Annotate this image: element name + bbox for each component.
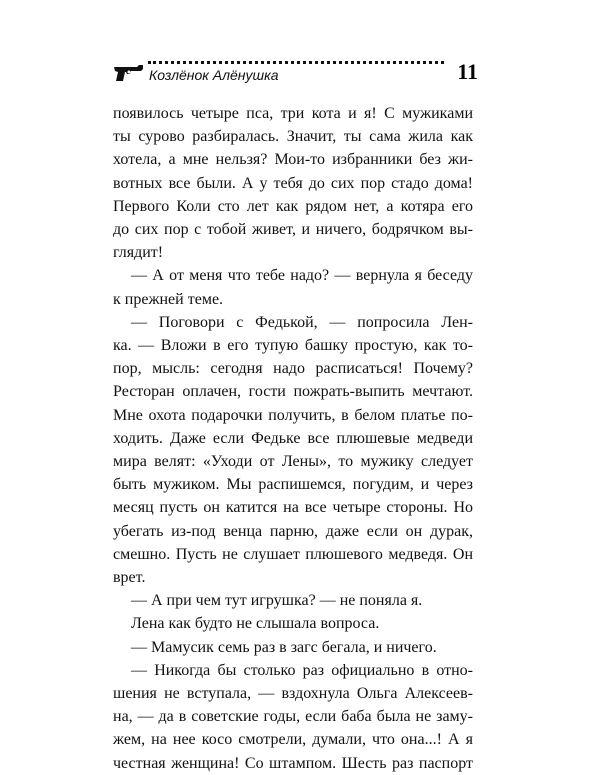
text-line: — Поговори с Федькой, — попросила Лен-	[131, 313, 473, 331]
text-line: на, — да в советские годы, если баба была не заму-	[113, 708, 473, 726]
text-line: жем, на нее косо смотрели, думали, что она...! А я	[113, 731, 473, 749]
text-line: мира велят: «Уходи от Лены», то мужику следует	[113, 453, 473, 471]
body-text	[113, 102, 473, 775]
text-line: месяц пусть он катится на все четыре стороны. Но	[113, 499, 473, 517]
page-number: 11	[457, 59, 478, 84]
text-line: глядит!	[113, 244, 164, 262]
text-line: ка. — Вложи в его тупую башку простую, как то-	[113, 337, 473, 355]
text-line: смешно. Пусть не слушает плюшевого медведя. Он	[113, 545, 473, 563]
text-line: ходить. Даже если Федьке все плюшевые медведи	[113, 429, 473, 447]
running-title: Козлёнок Алёнушка	[149, 67, 279, 83]
text-line: — А от меня что тебе надо? — вернула я беседу	[131, 267, 473, 285]
text-line: убегать из-под венца парню, даже если он дурак,	[113, 522, 473, 540]
text-line: Первого Коли сто лет как рядом нет, а котяра его	[113, 197, 473, 215]
text-line: — Мамусик семь раз в загс бегала, и ничего.	[131, 638, 437, 656]
text-line: хотела, а мне нельзя? Мои-то избранники без жи-	[113, 151, 473, 169]
text-line: вотных все были. А у тебя до сих пор стадо дома!	[113, 174, 473, 192]
text-line: шения не вступала, — вздохнула Ольга Алексеев-	[113, 685, 473, 703]
text-line: Лена как будто не слышала вопроса.	[131, 615, 380, 633]
revolver-icon	[113, 63, 145, 83]
text-line: врет.	[113, 569, 146, 587]
text-line: ты сурово разбиралась. Значит, ты сама жила как	[113, 128, 473, 146]
text-line: быть мужиком. Мы распишемся, погудим, и через	[113, 476, 473, 494]
text-line: пор, мысль: сегодня надо расписаться! Почему?	[113, 360, 473, 378]
text-line: появилось четыре пса, три кота и я! С мужиками	[113, 105, 473, 122]
text-line: Мне охота подарочки получить, в белом платье по-	[113, 406, 473, 424]
text-line: Ресторан оплачен, гости пожрать-выпить мечтают.	[113, 383, 473, 401]
running-header	[113, 57, 478, 87]
dotted-rule	[148, 61, 444, 64]
text-line: — Никогда бы столько раз официально в отно-	[131, 661, 473, 679]
text-line: до сих пор с тобой живет, и ничего, бодрячком вы-	[113, 221, 473, 239]
text-line: к прежней теме.	[113, 290, 224, 308]
text-line: — А при чем тут игрушка? — не поняла я.	[131, 592, 423, 610]
text-line: честная женщина! Со штампом. Шесть раз паспорт	[113, 754, 473, 772]
